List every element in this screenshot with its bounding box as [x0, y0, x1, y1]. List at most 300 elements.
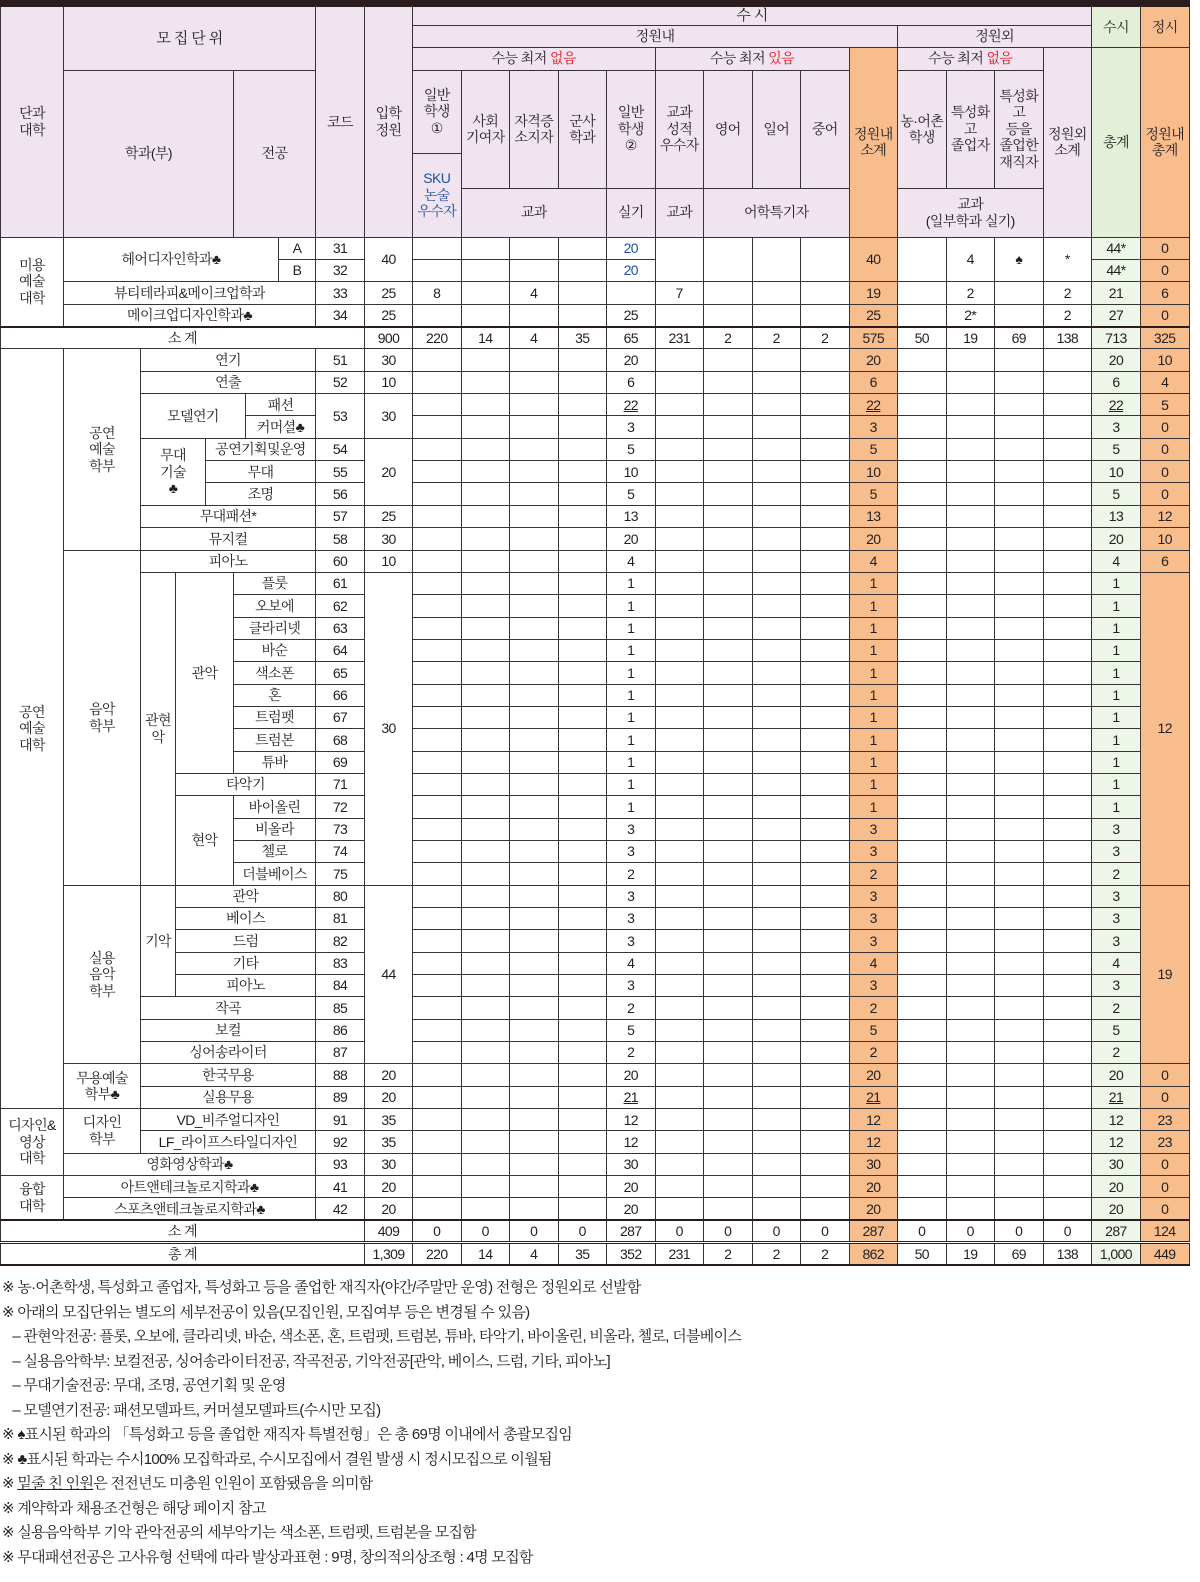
jeongsi-total-cell	[1140, 1153, 1189, 1175]
susi-total-cell	[1092, 528, 1141, 550]
vocational-worker-cell	[995, 550, 1044, 572]
susi-total-value: 44*	[1106, 240, 1126, 257]
in-subtotal-cell	[849, 840, 898, 862]
general1-cell	[413, 1109, 462, 1131]
in-subtotal-cell	[849, 394, 898, 416]
table-row	[1, 1019, 1190, 1041]
chinese-cell	[801, 461, 850, 483]
japanese-cell	[752, 863, 801, 885]
social-cell	[461, 639, 510, 661]
vocational-worker-cell	[995, 997, 1044, 1019]
vocational-cell	[946, 416, 995, 438]
grade-cell	[655, 1064, 704, 1086]
footnote-prefix: ※	[2, 1475, 18, 1492]
code-cell: 83	[316, 952, 365, 974]
general2-value: 1	[627, 754, 635, 770]
license-cell	[510, 461, 559, 483]
header-type-gyogwa2: 교과	[655, 188, 704, 237]
in-subtotal-cell	[849, 237, 898, 282]
general2-value: 1	[627, 619, 635, 636]
license-cell	[510, 796, 559, 818]
grade-cell	[655, 684, 704, 706]
header-code: 코드	[316, 4, 365, 238]
in-subtotal-value: 862	[862, 1245, 885, 1262]
in-subtotal-cell	[849, 349, 898, 371]
unit-label: A	[279, 237, 316, 259]
japanese-cell	[752, 1064, 801, 1086]
military-cell	[558, 1042, 607, 1064]
out-subtotal-cell	[1043, 1109, 1092, 1131]
jeongsi-total-cell	[1140, 394, 1189, 416]
unit-label: 무대	[206, 461, 316, 483]
vocational-cell	[946, 237, 995, 282]
table-row	[1, 1086, 1190, 1108]
military-cell	[558, 930, 607, 952]
in-subtotal-value: 1	[869, 619, 877, 636]
unit-label: 음악 학부	[64, 550, 141, 885]
out-subtotal-cell	[1043, 751, 1092, 773]
general2-cell	[607, 528, 656, 550]
general1-cell	[413, 327, 462, 349]
vocational-cell	[946, 751, 995, 773]
grade-cell	[655, 662, 704, 684]
general1-value: 220	[425, 1245, 448, 1262]
susi-total-value: 30	[1108, 1156, 1124, 1173]
vocational-worker-cell	[995, 796, 1044, 818]
chinese-cell	[801, 304, 850, 326]
jeongsi-total-cell	[1140, 505, 1189, 527]
code-cell: 65	[316, 662, 365, 684]
general1-cell	[413, 706, 462, 728]
vocational-cell	[946, 1042, 995, 1064]
susi-total-cell	[1092, 706, 1141, 728]
code-cell: 66	[316, 684, 365, 706]
in-subtotal-value: 19	[866, 284, 881, 301]
english-cell	[704, 997, 753, 1019]
rural-cell	[898, 528, 947, 550]
susi-total-cell	[1092, 572, 1141, 594]
chinese-cell	[801, 1064, 850, 1086]
out-subtotal-cell	[1043, 975, 1092, 997]
jeongsi-total-value: 12	[1157, 720, 1172, 737]
general1-cell	[413, 438, 462, 460]
in-subtotal-cell	[849, 1019, 898, 1041]
quota-cell: 30	[365, 572, 413, 885]
grade-cell	[655, 617, 704, 639]
susi-total-cell	[1092, 1153, 1141, 1175]
japanese-cell	[752, 662, 801, 684]
rural-cell	[898, 1243, 947, 1265]
license-cell	[510, 416, 559, 438]
in-subtotal-value: 30	[866, 1156, 881, 1173]
general2-value: 5	[627, 485, 635, 502]
grade-cell	[655, 930, 704, 952]
unit-label: 튜바	[234, 751, 316, 773]
out-subtotal-cell	[1043, 550, 1092, 572]
quota-cell: 25	[365, 282, 413, 304]
grade-cell	[655, 327, 704, 349]
susi-total-cell	[1092, 908, 1141, 930]
general2-cell	[607, 706, 656, 728]
license-cell	[510, 371, 559, 393]
social-cell	[461, 1243, 510, 1265]
vocational-cell	[946, 885, 995, 907]
general2-cell	[607, 1064, 656, 1086]
military-cell	[558, 796, 607, 818]
japanese-cell	[752, 729, 801, 751]
header-dept: 학과(부)	[64, 70, 234, 237]
susi-total-cell	[1092, 1198, 1141, 1220]
out-subtotal-cell	[1043, 483, 1092, 505]
rural-cell	[898, 863, 947, 885]
general2-cell	[607, 461, 656, 483]
license-cell	[510, 952, 559, 974]
in-subtotal-value: 1	[869, 664, 877, 681]
header-grade: 교과 성적 우수자	[655, 70, 704, 188]
unit-label: VD_비주얼디자인	[141, 1109, 316, 1131]
out-subtotal-cell	[1043, 394, 1092, 416]
unit-label: 모델연기	[141, 394, 246, 439]
vocational-cell	[946, 572, 995, 594]
in-subtotal-cell	[849, 483, 898, 505]
in-subtotal-value: 1	[869, 776, 877, 793]
general1-cell	[413, 1086, 462, 1108]
out-subtotal-cell	[1043, 1243, 1092, 1265]
general2-value: 4	[627, 955, 635, 972]
susi-total-value: 6	[1112, 374, 1120, 391]
grade-cell	[655, 1198, 704, 1220]
in-subtotal-value: 4	[869, 552, 877, 569]
susi-total-cell	[1092, 1086, 1141, 1108]
in-subtotal-cell	[849, 1153, 898, 1175]
english-cell	[704, 751, 753, 773]
military-cell	[558, 416, 607, 438]
general2-value: 2	[627, 1044, 635, 1061]
social-cell	[461, 997, 510, 1019]
chinese-cell	[801, 773, 850, 795]
in-subtotal-value: 2	[869, 865, 877, 882]
vocational-cell	[946, 304, 995, 326]
in-subtotal-cell	[849, 863, 898, 885]
vocational-cell	[946, 1086, 995, 1108]
jeongsi-total-cell	[1140, 327, 1189, 349]
vocational-worker-cell	[995, 818, 1044, 840]
susi-total-value: 20	[1108, 1178, 1124, 1195]
general1-cell	[413, 930, 462, 952]
unit-label: 소 계	[1, 327, 365, 349]
rural-value: 50	[914, 1245, 929, 1262]
military-value: 0	[578, 1222, 586, 1239]
social-cell	[461, 237, 510, 259]
vocational-worker-cell	[995, 1243, 1044, 1265]
license-cell	[510, 729, 559, 751]
jeongsi-total-cell	[1140, 1131, 1189, 1153]
susi-total-cell	[1092, 237, 1141, 259]
english-cell	[704, 684, 753, 706]
general2-value: 1	[627, 798, 635, 815]
in-subtotal-value: 4	[869, 955, 877, 972]
unit-label: 한국무용	[141, 1064, 316, 1086]
table-body	[1, 237, 1190, 1265]
social-cell	[461, 1019, 510, 1041]
table-header	[1, 4, 1190, 238]
japanese-cell	[752, 528, 801, 550]
in-subtotal-cell	[849, 662, 898, 684]
unit-label: 첼로	[234, 840, 316, 862]
susi-total-cell	[1092, 327, 1141, 349]
vocational-worker-cell	[995, 684, 1044, 706]
unit-label: 관현 악	[141, 572, 176, 885]
license-cell	[510, 617, 559, 639]
chinese-cell	[801, 1019, 850, 1041]
vocational-cell	[946, 662, 995, 684]
grade-cell	[655, 729, 704, 751]
rural-value: 0	[918, 1222, 926, 1239]
social-cell	[461, 773, 510, 795]
english-cell	[704, 572, 753, 594]
license-cell	[510, 572, 559, 594]
in-subtotal-cell	[849, 438, 898, 460]
quota-cell: 20	[365, 438, 413, 505]
in-subtotal-value: 3	[869, 932, 877, 949]
license-cell	[510, 483, 559, 505]
jeongsi-total-value: 19	[1157, 966, 1172, 983]
code-cell: 53	[316, 394, 365, 439]
table-row	[1, 908, 1190, 930]
general1-cell	[413, 371, 462, 393]
table-row	[1, 1042, 1190, 1064]
vocational-cell	[946, 327, 995, 349]
general2-cell	[607, 438, 656, 460]
rural-cell	[898, 617, 947, 639]
general2-value: 20	[623, 262, 638, 279]
code-cell: 62	[316, 595, 365, 617]
grade-cell	[655, 349, 704, 371]
grade-cell	[655, 1153, 704, 1175]
susi-total-value: 13	[1108, 508, 1124, 525]
quota-cell: 44	[365, 885, 413, 1064]
japanese-cell	[752, 773, 801, 795]
rural-value: 50	[914, 329, 929, 346]
in-subtotal-value: 25	[866, 306, 881, 323]
japanese-cell	[752, 327, 801, 349]
in-subtotal-value: 21	[866, 1089, 881, 1106]
japanese-cell	[752, 684, 801, 706]
header-college: 단과 대학	[1, 4, 64, 238]
japanese-cell	[752, 1019, 801, 1041]
grade-cell	[655, 997, 704, 1019]
quota-cell: 409	[365, 1220, 413, 1242]
license-cell	[510, 684, 559, 706]
general1-value: 220	[425, 329, 448, 346]
general2-cell	[607, 260, 656, 282]
susi-total-value: 1,000	[1099, 1245, 1132, 1262]
chinese-cell	[801, 550, 850, 572]
social-cell	[461, 617, 510, 639]
in-subtotal-cell	[849, 908, 898, 930]
unit-label: 총 계	[1, 1243, 365, 1265]
quota-cell: 25	[365, 505, 413, 527]
header-in-subtotal: 정원내 소계	[849, 47, 898, 237]
susi-total-cell	[1092, 1064, 1141, 1086]
vocational-cell	[946, 371, 995, 393]
unit-label: 디자인 학부	[64, 1109, 141, 1154]
chinese-cell	[801, 639, 850, 661]
code-cell: 91	[316, 1109, 365, 1131]
chinese-cell	[801, 349, 850, 371]
table-row	[1, 550, 1190, 572]
license-cell	[510, 349, 559, 371]
susi-total-value: 1	[1112, 619, 1120, 636]
susi-total-cell	[1092, 930, 1141, 952]
general1-cell	[413, 572, 462, 594]
in-subtotal-cell	[849, 930, 898, 952]
out-subtotal-cell	[1043, 706, 1092, 728]
jeongsi-total-value: 0	[1161, 1156, 1169, 1173]
subtotal-row	[1, 1220, 1190, 1242]
in-subtotal-cell	[849, 304, 898, 326]
out-subtotal-cell	[1043, 773, 1092, 795]
susi-total-value: 44*	[1106, 262, 1126, 279]
vocational-worker-cell	[995, 505, 1044, 527]
license-cell	[510, 751, 559, 773]
vocational-cell	[946, 1109, 995, 1131]
english-cell	[704, 349, 753, 371]
english-cell	[704, 371, 753, 393]
in-subtotal-value: 6	[869, 374, 877, 391]
unit-label: 디자인& 영상 대학	[1, 1109, 64, 1176]
grade-cell	[655, 1176, 704, 1198]
susi-total-cell	[1092, 997, 1141, 1019]
out-subtotal-cell	[1043, 863, 1092, 885]
japanese-cell	[752, 617, 801, 639]
unit-label: 융합 대학	[1, 1176, 64, 1221]
japanese-cell	[752, 461, 801, 483]
general1-cell	[413, 237, 462, 259]
vocational-value: 2	[966, 284, 974, 301]
out-subtotal-cell	[1043, 617, 1092, 639]
vocational-cell	[946, 796, 995, 818]
general2-value: 20	[623, 351, 638, 368]
susi-total-value: 5	[1112, 485, 1120, 502]
footnote: ※ 실용음악학부 기악 관악전공의 세부악기는 색소폰, 트럼펫, 트럼본을 모집함	[2, 1524, 477, 1541]
military-cell	[558, 550, 607, 572]
rural-cell	[898, 1131, 947, 1153]
general2-cell	[607, 1176, 656, 1198]
jeongsi-total-value: 6	[1161, 552, 1169, 569]
header-type-gyogwa: 교과	[461, 188, 607, 237]
jeongsi-total-cell	[1140, 1176, 1189, 1198]
rural-cell	[898, 706, 947, 728]
header-military: 군사 학과	[558, 70, 607, 188]
out-subtotal-cell	[1043, 796, 1092, 818]
military-cell	[558, 1243, 607, 1265]
out-subtotal-value: 2	[1063, 284, 1071, 301]
unit-label: 공연 예술 학부	[64, 349, 141, 550]
vocational-value: 19	[963, 329, 978, 346]
vocational-cell	[946, 1176, 995, 1198]
in-subtotal-cell	[849, 818, 898, 840]
general2-value: 10	[623, 463, 638, 480]
code-cell: 67	[316, 706, 365, 728]
general2-cell	[607, 237, 656, 259]
code-cell: 75	[316, 863, 365, 885]
unit-label: 드럼	[176, 930, 316, 952]
in-subtotal-value: 22	[866, 396, 881, 413]
grade-value: 231	[668, 329, 691, 346]
vocational-worker-cell	[995, 349, 1044, 371]
code-cell: 93	[316, 1153, 365, 1175]
rural-cell	[898, 416, 947, 438]
susi-total-value: 10	[1108, 463, 1124, 480]
general2-cell	[607, 952, 656, 974]
grade-cell	[655, 505, 704, 527]
in-subtotal-value: 5	[869, 1022, 877, 1039]
unit-label: 연출	[141, 371, 316, 393]
jeongsi-total-cell	[1140, 1198, 1189, 1220]
out-subtotal-cell	[1043, 1131, 1092, 1153]
social-cell	[461, 930, 510, 952]
japanese-cell	[752, 1042, 801, 1064]
susi-total-value: 21	[1108, 1089, 1124, 1106]
susi-total-value: 287	[1105, 1222, 1127, 1239]
general2-value: 3	[627, 910, 635, 927]
rural-cell	[898, 1019, 947, 1041]
susi-total-value: 2	[1112, 999, 1120, 1016]
chinese-cell	[801, 684, 850, 706]
military-cell	[558, 371, 607, 393]
grade-cell	[655, 483, 704, 505]
susi-total-cell	[1092, 461, 1141, 483]
unit-label: 스포츠앤테크놀로지학과♣	[64, 1198, 316, 1220]
susi-total-cell	[1092, 438, 1141, 460]
unit-label: 뷰티테라피&메이크업학과	[64, 282, 316, 304]
general1-cell	[413, 639, 462, 661]
military-cell	[558, 773, 607, 795]
rural-cell	[898, 1220, 947, 1242]
out-subtotal-cell	[1043, 237, 1092, 282]
vocational-cell	[946, 1064, 995, 1086]
social-cell	[461, 1176, 510, 1198]
susi-total-value: 21	[1108, 284, 1124, 301]
unit-label: 무대패션*	[141, 505, 316, 527]
out-subtotal-cell	[1043, 1220, 1092, 1242]
japanese-cell	[752, 930, 801, 952]
general1-cell	[413, 595, 462, 617]
susi-total-value: 3	[1112, 977, 1120, 994]
quota-cell: 10	[365, 371, 413, 393]
grade-cell	[655, 1220, 704, 1242]
susi-total-value: 3	[1112, 843, 1120, 860]
in-subtotal-cell	[849, 796, 898, 818]
susi-total-value: 1	[1112, 731, 1120, 748]
license-value: 4	[530, 284, 538, 301]
english-cell	[704, 639, 753, 661]
code-cell: 51	[316, 349, 365, 371]
quota-cell: 35	[365, 1109, 413, 1131]
license-cell	[510, 1131, 559, 1153]
in-subtotal-value: 20	[866, 351, 881, 368]
susi-total-value: 3	[1112, 418, 1120, 435]
rural-cell	[898, 1198, 947, 1220]
military-cell	[558, 1019, 607, 1041]
code-cell: 63	[316, 617, 365, 639]
grade-value: 231	[668, 1245, 691, 1262]
license-cell	[510, 1042, 559, 1064]
jeongsi-total-cell	[1140, 371, 1189, 393]
license-cell	[510, 997, 559, 1019]
license-cell	[510, 1220, 559, 1242]
